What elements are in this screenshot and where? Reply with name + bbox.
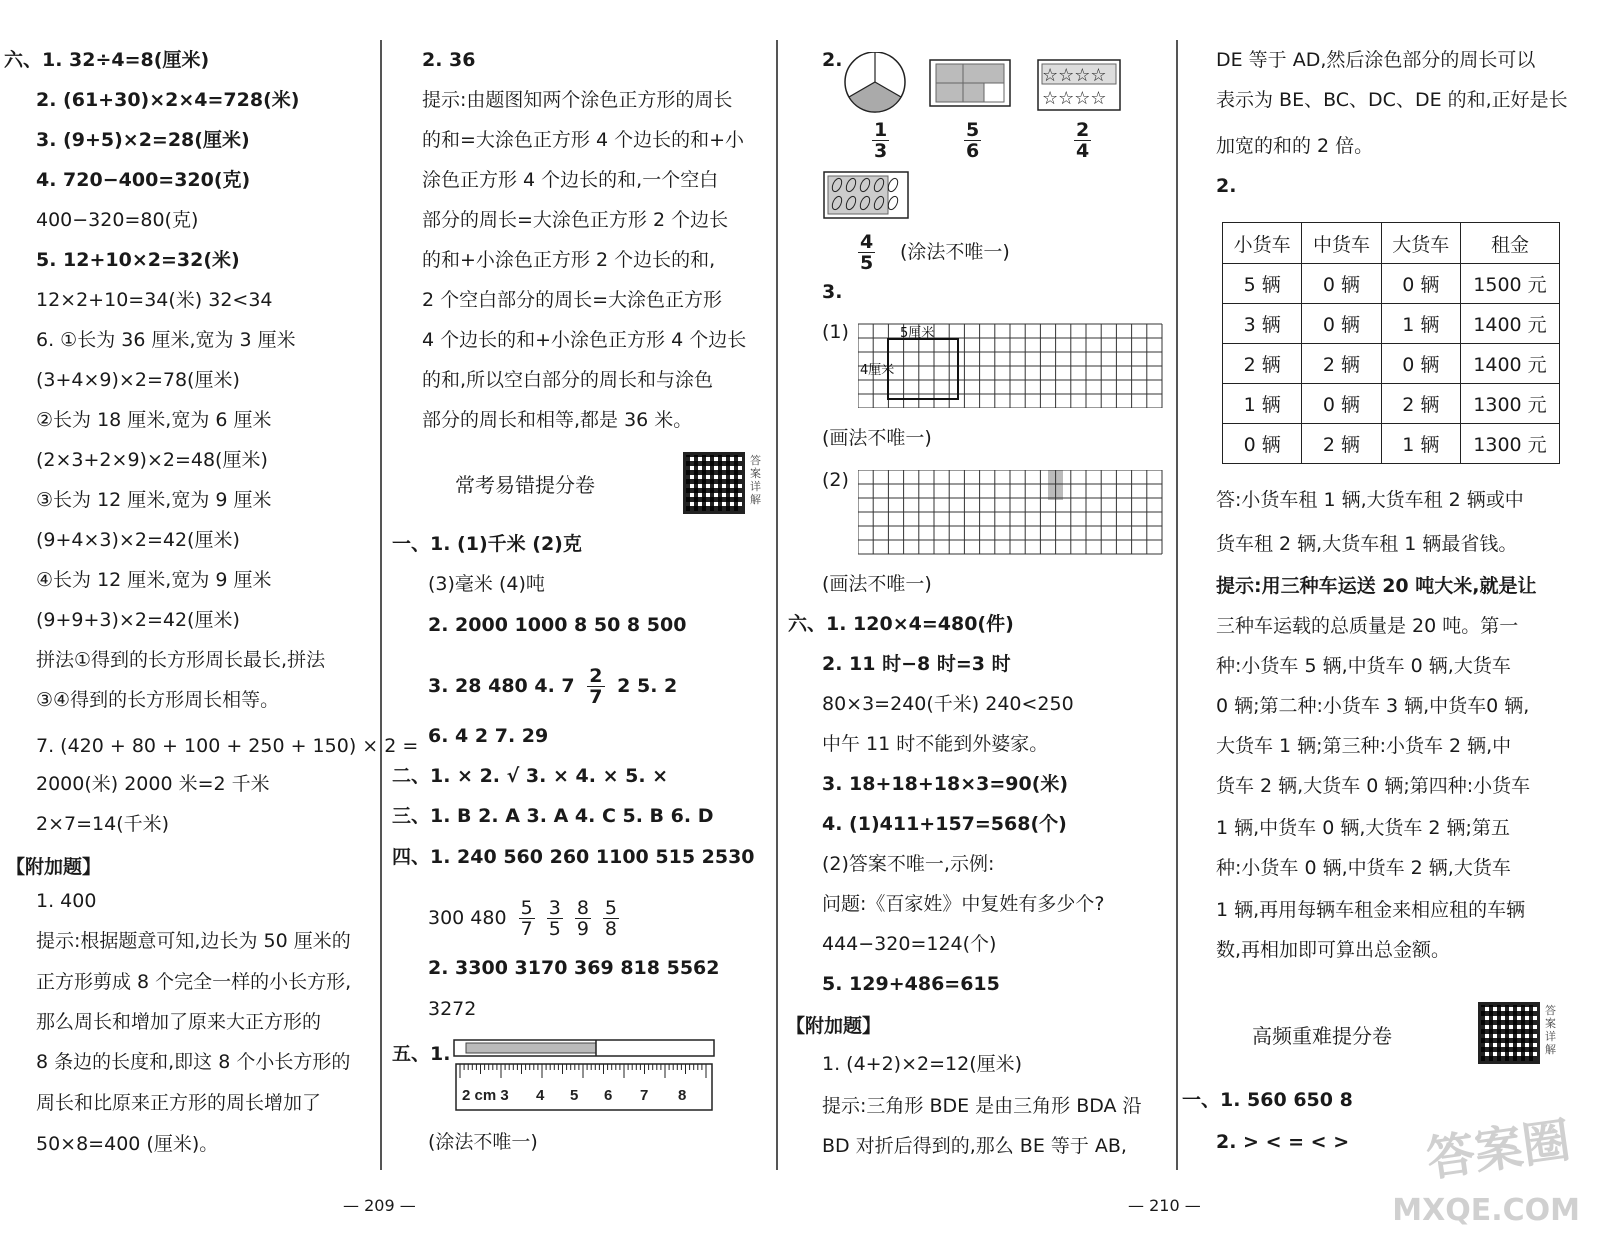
- ruler-label: 8: [678, 1087, 687, 1104]
- table-cell: 小货车: [1223, 223, 1302, 264]
- answer-line: 三种车运载的总质量是 20 吨。第一: [1216, 615, 1519, 637]
- answer-line: 六、1. 32÷4=8(厘米): [4, 49, 210, 71]
- table-cell: 3 辆: [1223, 304, 1302, 344]
- answer-line: 1 辆,再用每辆车租金来相应租的车辆: [1216, 899, 1526, 921]
- answer-line: 的和+小涂色正方形 2 个边长的和,: [422, 249, 716, 271]
- answer-line: 拼法①得到的长方形周长最长,拼法: [36, 649, 326, 671]
- watermark-url: MXQE.COM: [1392, 1193, 1580, 1228]
- ruler-label: 5: [570, 1087, 579, 1104]
- answer-line: 300 480 $\frac{5}{7}$ $\frac{3}{5}$ $\frac{8}{9}$ $\frac{5}{8}$: [428, 897, 617, 940]
- answer-line: 0 辆;第二种:小货车 3 辆,中货车0 辆,: [1216, 695, 1530, 717]
- answer-line: 3. 18+18+18×3=90(米): [822, 773, 1069, 795]
- table-cell: 1 辆: [1381, 424, 1460, 464]
- fraction: $\frac{3}{5}$: [548, 897, 561, 940]
- table-cell: 2 辆: [1381, 384, 1460, 424]
- table-cell: 1 辆: [1381, 304, 1460, 344]
- answer-line: 3272: [428, 998, 477, 1020]
- answer-line: 问题:《百家姓》中复姓有多少个?: [822, 893, 1105, 915]
- table-cell: 大货车: [1381, 223, 1460, 264]
- answer-line: 部分的周长和相等,都是 36 米。: [422, 409, 693, 431]
- answer-line: 提示:用三种车运送 20 吨大米,就是让: [1216, 575, 1537, 597]
- qr-caption: 答案详解: [1545, 1004, 1556, 1056]
- section-title: 高频重难提分卷: [1252, 1024, 1392, 1048]
- table-cell: 0 辆: [1302, 384, 1381, 424]
- answer-line: (3+4×9)×2=78(厘米): [36, 369, 240, 391]
- answer-line: 二、1. × 2. √ 3. × 4. × 5. ×: [392, 765, 669, 787]
- answer-line: 种:小货车 0 辆,中货车 2 辆,大货车: [1216, 857, 1511, 879]
- ruler-figure: [450, 1038, 720, 1118]
- qr-caption: 答案详解: [750, 454, 761, 506]
- table-cell: 1500 元: [1460, 264, 1559, 304]
- table-cell: 1300 元: [1460, 424, 1559, 464]
- answer-line: BD 对折后得到的,那么 BE 等于 AB,: [822, 1135, 1127, 1157]
- answer-line: ②长为 18 厘米,宽为 6 厘米: [36, 409, 272, 431]
- answer-line: (3)毫米 (4)吨: [428, 573, 545, 595]
- answer-line: 2 个空白部分的周长=大涂色正方形: [422, 289, 723, 311]
- answer-line: 表示为 BE、BC、DC、DE 的和,正好是长: [1216, 89, 1568, 111]
- answer-line: 2. > < = < >: [1216, 1131, 1350, 1153]
- answer-line: 提示:根据题意可知,边长为 50 厘米的: [36, 930, 351, 952]
- table-row: [1223, 304, 1560, 344]
- answer-line: 50×8=400 (厘米)。: [36, 1133, 219, 1155]
- answer-line: 4 个边长的和+小涂色正方形 4 个边长: [422, 329, 747, 351]
- column-divider: [380, 40, 382, 1170]
- answer-line: ③④得到的长方形周长相等。: [36, 689, 280, 711]
- answer-line: 4. 720−400=320(克): [36, 169, 251, 191]
- table-cell: 5 辆: [1223, 264, 1302, 304]
- fraction: $\frac{8}{9}$: [576, 897, 589, 940]
- table-cell: 1400 元: [1460, 344, 1559, 384]
- answer-line: 4. (1)411+157=568(个): [822, 813, 1067, 835]
- answer-line: 8 条边的长度和,即这 8 个小长方形的: [36, 1051, 351, 1073]
- table-cell: 2 辆: [1302, 344, 1381, 384]
- table-cell: 0 辆: [1302, 304, 1381, 344]
- answer-line: (画法不唯一): [822, 427, 932, 449]
- section-title: 常考易错提分卷: [455, 473, 595, 497]
- answer-line: (9+4×3)×2=42(厘米): [36, 529, 240, 551]
- table-cell: 2 辆: [1302, 424, 1381, 464]
- carrot-figure: [822, 170, 912, 222]
- answer-line: 80×3=240(千米) 240<250: [822, 693, 1074, 715]
- fraction-shading-figures: [842, 52, 1142, 182]
- answer-line: 一、1. 560 650 8: [1182, 1089, 1353, 1111]
- answer-line: 提示:三角形 BDE 是由三角形 BDA 沿: [822, 1095, 1142, 1117]
- page-number-right: — 210 —: [1128, 1196, 1201, 1215]
- answer-line: 2×7=14(千米): [36, 813, 170, 835]
- table-cell: 1300 元: [1460, 384, 1559, 424]
- answer-line: 六、1. 120×4=480(件): [788, 613, 1014, 635]
- ruler-label: 4: [536, 1087, 545, 1104]
- answer-line: 3. (9+5)×2=28(厘米): [36, 129, 250, 151]
- answer-line: 6. ①长为 36 厘米,宽为 3 厘米: [36, 329, 296, 351]
- svg-text:☆☆☆☆: ☆☆☆☆: [1042, 88, 1107, 109]
- fraction: $\frac{5}{7}$: [520, 897, 533, 940]
- fraction: $\frac{4}{5}$: [860, 231, 874, 274]
- table-row: [1223, 264, 1560, 304]
- answer-line: (2)答案不唯一,示例:: [822, 853, 995, 875]
- answer-line: 6. 4 2 7. 29: [428, 725, 549, 747]
- table-cell: 2 辆: [1223, 344, 1302, 384]
- answer-line: (涂法不唯一): [900, 241, 1010, 263]
- answer-line: 数,再相加即可算出总金额。: [1216, 939, 1451, 961]
- grid-figure-2: [858, 470, 1166, 556]
- qr-code: [683, 452, 745, 514]
- grid1-top-label: 5厘米: [900, 326, 935, 341]
- answer-line: 3. 28 480 4. 7 $\frac{2}{7}$ 2 5. 2: [428, 665, 678, 708]
- answer-line: 400−320=80(克): [36, 209, 199, 231]
- answer-line: (涂法不唯一): [428, 1131, 538, 1153]
- ruler-label: 6: [604, 1087, 613, 1104]
- answer-line: 1 辆,中货车 0 辆,大货车 2 辆;第五: [1216, 817, 1510, 839]
- table-cell: 租金: [1460, 223, 1559, 264]
- answer-line: 加宽的和的 2 倍。: [1216, 135, 1374, 157]
- answer-line: 种:小货车 5 辆,中货车 0 辆,大货车: [1216, 655, 1511, 677]
- answer-line: (画法不唯一): [822, 573, 932, 595]
- answer-line: 【附加题】: [786, 1015, 882, 1037]
- table-cell: 0 辆: [1381, 344, 1460, 384]
- answer-line: (2×3+2×9)×2=48(厘米): [36, 449, 268, 471]
- answer-line: 中午 11 时不能到外婆家。: [822, 733, 1049, 755]
- answer-line: 7. (420 + 80 + 100 + 250 + 150) × 2 =: [36, 735, 419, 757]
- answer-line: 1. (4+2)×2=12(厘米): [822, 1053, 1023, 1075]
- table-row: [1223, 384, 1560, 424]
- answer-line: ③长为 12 厘米,宽为 9 厘米: [36, 489, 272, 511]
- fraction: $\frac{5}{6}$: [966, 119, 980, 162]
- answer-line: 大货车 1 辆;第三种:小货车 2 辆,中: [1216, 735, 1512, 757]
- table-cell: 1400 元: [1460, 304, 1559, 344]
- answer-line: 2.: [1216, 175, 1237, 197]
- column-divider: [776, 40, 778, 1170]
- answer-line: 三、1. B 2. A 3. A 4. C 5. B 6. D: [392, 805, 714, 827]
- answer-line: 的和=大涂色正方形 4 个边长的和+小: [422, 129, 745, 151]
- watermark-logo: 答案圈: [1423, 1112, 1574, 1188]
- answer-line: 2. 36: [422, 49, 476, 71]
- answer-line: 五、1.: [392, 1043, 451, 1065]
- qr-code: [1478, 1002, 1540, 1064]
- ruler-label: 7: [640, 1087, 649, 1104]
- rental-table: [1222, 222, 1560, 464]
- grid-figure-1: [858, 322, 1166, 408]
- table-row: [1223, 424, 1560, 464]
- answer-line: 2. 2000 1000 8 50 8 500: [428, 614, 687, 636]
- answer-line: 2000(米) 2000 米=2 千米: [36, 773, 270, 795]
- answer-line: 涂色正方形 4 个边长的和,一个空白: [422, 169, 719, 191]
- answer-line: 货车租 2 辆,大货车租 1 辆最省钱。: [1216, 533, 1518, 555]
- answer-line: ④长为 12 厘米,宽为 9 厘米: [36, 569, 272, 591]
- ruler-label: 2 cm 3: [462, 1087, 509, 1104]
- answer-line: 1. 400: [36, 890, 97, 912]
- answer-line: 提示:由题图知两个涂色正方形的周长: [422, 89, 733, 111]
- fraction: $\frac{2}{4}$: [1076, 119, 1090, 162]
- answer-line: DE 等于 AD,然后涂色部分的周长可以: [1216, 49, 1536, 71]
- table-cell: 1 辆: [1223, 384, 1302, 424]
- answer-line: 货车 2 辆,大货车 0 辆;第四种:小货车: [1216, 775, 1531, 797]
- answer-line: 5. 12+10×2=32(米): [36, 249, 240, 271]
- column-divider: [1176, 40, 1178, 1170]
- svg-text:☆☆☆☆: ☆☆☆☆: [1042, 65, 1107, 86]
- page-number-left: — 209 —: [343, 1196, 416, 1215]
- answer-line: (9+9+3)×2=42(厘米): [36, 609, 240, 631]
- table-row: [1223, 344, 1560, 384]
- table-cell: 0 辆: [1302, 264, 1381, 304]
- grid1-side-label: 4厘米: [860, 363, 895, 378]
- answer-line: 2. 3300 3170 369 818 5562: [428, 957, 720, 979]
- answer-line: 2. 11 时−8 时=3 时: [822, 653, 1011, 675]
- answer-line: (2): [822, 469, 849, 491]
- answer-line: 2.: [822, 49, 843, 71]
- table-cell: 0 辆: [1223, 424, 1302, 464]
- answer-line: 444−320=124(个): [822, 933, 997, 955]
- table-header-row: [1223, 223, 1560, 264]
- answer-line: 2. (61+30)×2×4=728(米): [36, 89, 300, 111]
- answer-line: 部分的周长=大涂色正方形 2 个边长: [422, 209, 729, 231]
- answer-line: 12×2+10=34(米) 32<34: [36, 289, 273, 311]
- answer-line: 【附加题】: [6, 856, 102, 878]
- fraction: $\frac{1}{3}$: [874, 119, 888, 162]
- answer-line: 四、1. 240 560 260 1100 515 2530: [392, 846, 755, 868]
- answer-line: 那么周长和增加了原来大正方形的: [36, 1011, 322, 1033]
- answer-line: 正方形剪成 8 个完全一样的小长方形,: [36, 971, 352, 993]
- fraction: $\frac{2}{7}$: [589, 665, 603, 708]
- table-cell: 0 辆: [1381, 264, 1460, 304]
- fraction: $\frac{5}{8}$: [604, 897, 617, 940]
- answer-line: 5. 129+486=615: [822, 973, 1000, 995]
- answer-line: (1): [822, 321, 849, 343]
- answer-line: 答:小货车租 1 辆,大货车租 2 辆或中: [1216, 489, 1524, 511]
- answer-line: 一、1. (1)千米 (2)克: [392, 533, 582, 555]
- answer-line: 3.: [822, 281, 843, 303]
- answer-line: 周长和比原来正方形的周长增加了: [36, 1092, 322, 1114]
- table-cell: 中货车: [1302, 223, 1381, 264]
- answer-line: 的和,所以空白部分的周长和与涂色: [422, 369, 714, 391]
